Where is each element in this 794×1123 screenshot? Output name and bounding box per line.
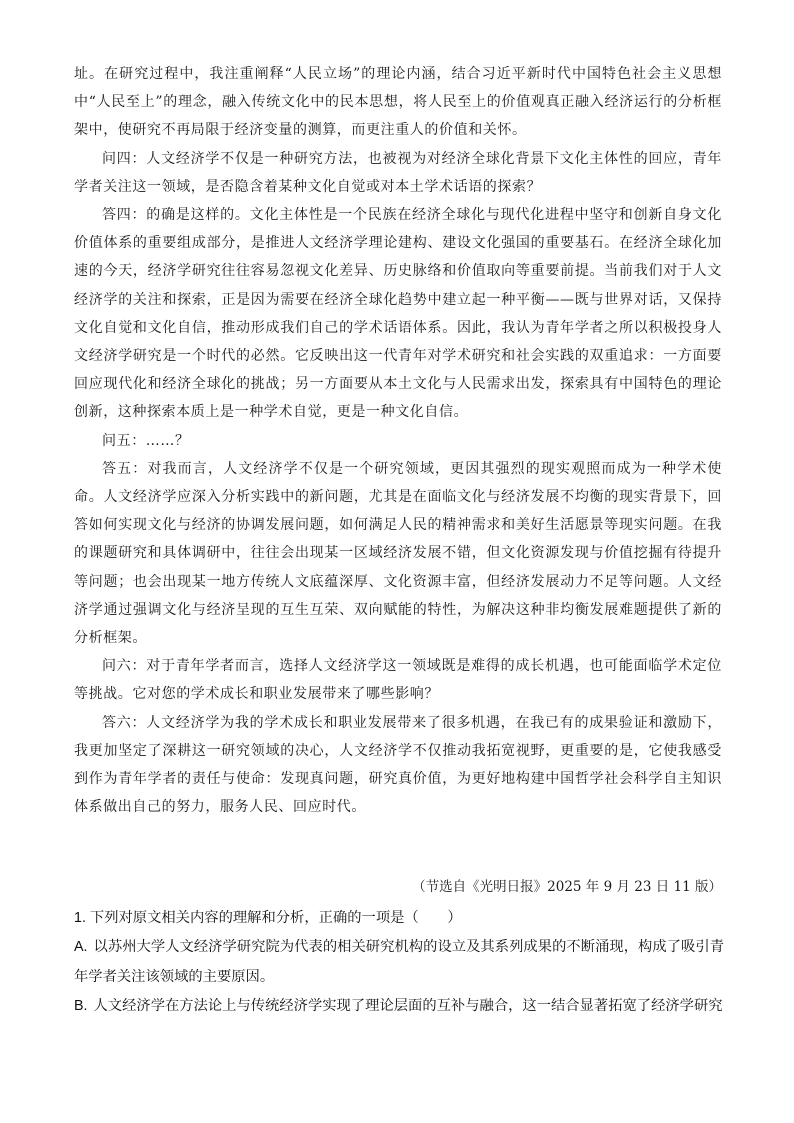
question-stem: 1. 下列对原文相关内容的理解和分析，正确的一项是（ ） [74, 910, 462, 926]
option-a [74, 933, 724, 992]
answer-five-paragraph: 答五：对我而言，人文经济学不仅是一个研究领域，更因其强烈的现实观照而成为一种学术使命。人文经济学应深入分析实践中的新问题，尤其是在面临文化与经济发展不均衡的现实背景下，回答如何实现文化与经济的协调发展问题，如何满足人民的精神需求和美好生活愿景等现实问题。在我的课题研究和具体调研中，往往会出现某一区域经济发展不错，但文化资源发现与价值挖掘有待提升等问题；也会出现某一地方传统人文底蕴深厚、文化资源丰富，但经济发展动力不足等问题。人文经济学通过强调文化与经济呈现的互生互荣、双向赋能的特性，为解决这种非均衡发展难题提供了新的分析框架。 [74, 460, 722, 647]
option-a-text: 以苏州大学人文经济学研究院为代表的相关研究机构的设立及其系列成果的不断涌现，构成了吸引青年学者关注该领域的主要原因。 [74, 939, 724, 985]
article-body [74, 60, 722, 821]
option-a-letter: A. [74, 939, 88, 956]
article-paragraph-1: 址。在研究过程中，我注重阐释“人民立场”的理论内涵，结合习近平新时代中国特色社会主义思想中“人民至上”的理念，融入传统文化中的民本思想，将人民至上的价值观真正融入经济运行的分析框架中，使研究不再局限于经济变量的测算，而更注重人的价值和关怀。 [74, 66, 722, 139]
article-source-citation: （节选自《光明日报》2025 年 9 月 23 日 11 版） [412, 879, 722, 895]
answer-four-paragraph: 答四：的确是这样的。文化主体性是一个民族在经济全球化与现代化进程中坚守和创新自身文化价值体系的重要组成部分，是推进人文经济学理论建构、建设文化强国的重要基石。在经济全球化加速的今天，经济学研究往往容易忽视文化差异、历史脉络和价值取向等重要前提。当前我们对于人文经济学的关注和探索，正是因为需要在经济全球化趋势中建立起一种平衡——既与世界对话，又保持文化自觉和文化自信，推动形成我们自己的学术话语体系。因此，我认为青年学者之所以积极投身人文经济学研究是一个时代的必然。它反映出这一代青年对学术研究和社会实践的双重追求：一方面要回应现代化和经济全球化的挑战；另一方面要从本土文化与人民需求出发，探索具有中国特色的理论创新，这种探索本质上是一种学术自觉，更是一种文化自信。 [74, 207, 722, 421]
option-b-text: 人文经济学在方法论上与传统经济学实现了理论层面的互补与融合，这一结合显著拓宽了经济学研究 [93, 998, 723, 1015]
question-six-paragraph: 问六：对于青年学者而言，选择人文经济学这一领域既是难得的成长机遇，也可能面临学术定位等挑战。它对您的学术成长和职业发展带来了哪些影响？ [74, 658, 722, 703]
multiple-choice-question [74, 904, 724, 1022]
answer-six-paragraph: 答六：人文经济学为我的学术成长和职业发展带来了很多机遇，在我已有的成果验证和激励下，我更加坚定了深耕这一研究领域的决心，人文经济学不仅推动我拓宽视野，更重要的是，它使我感受到作为青年学者的责任与使命：发现真问题，研究真价值，为更好地构建中国哲学社会科学自主知识体系做出自己的努力，服务人民、回应时代。 [74, 714, 722, 816]
question-five-paragraph: 问五：……？ [102, 432, 190, 449]
option-b [74, 992, 724, 1021]
question-four-paragraph: 问四：人文经济学不仅是一种研究方法，也被视为对经济全球化背景下文化主体性的回应，青年学者关注这一领域，是否隐含着某种文化自觉或对本土学术话语的探索？ [74, 150, 722, 195]
option-b-letter: B. [74, 998, 88, 1015]
